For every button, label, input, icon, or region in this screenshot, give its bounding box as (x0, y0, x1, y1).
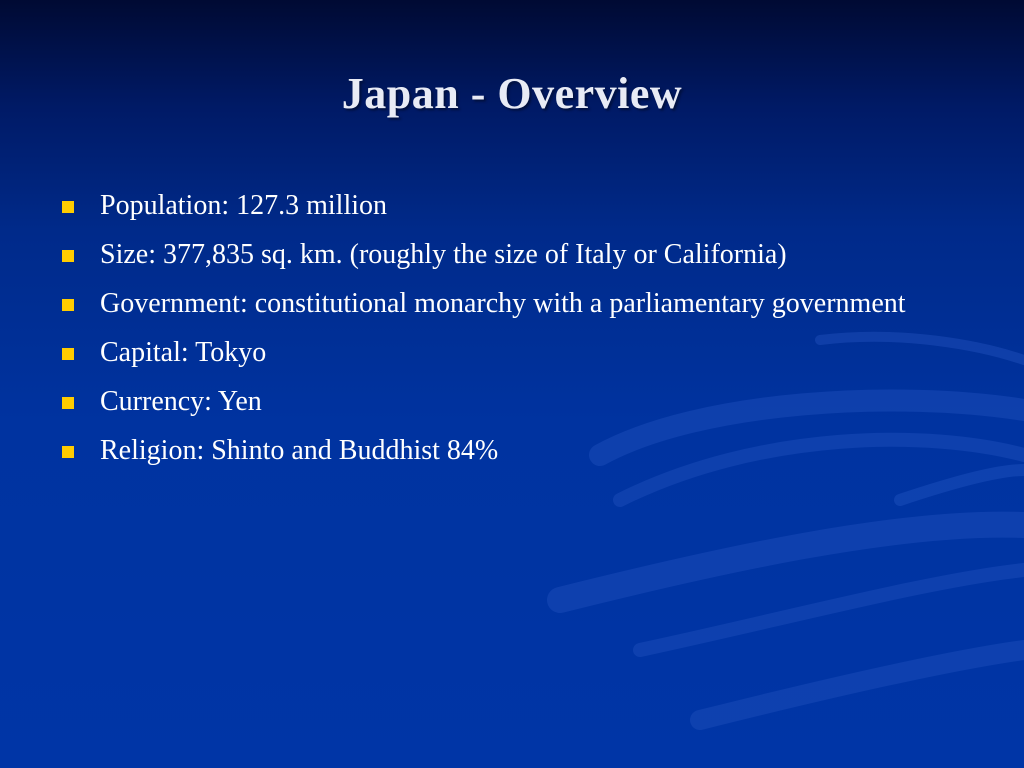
bullet-list (62, 186, 962, 480)
square-bullet-icon (62, 201, 74, 213)
list-item (62, 186, 962, 226)
square-bullet-icon (62, 397, 74, 409)
list-item (62, 284, 962, 324)
list-item (62, 431, 962, 471)
square-bullet-icon (62, 299, 74, 311)
list-item (62, 235, 962, 275)
list-item (62, 333, 962, 373)
list-item (62, 382, 962, 422)
bullet-text: Size: 377,835 sq. km. (roughly the size of Italy or California) (100, 239, 787, 270)
square-bullet-icon (62, 446, 74, 458)
bullet-text: Capital: Tokyo (100, 337, 267, 368)
bullet-text: Population: 127.3 million (100, 190, 388, 221)
bullet-text: Currency: Yen (100, 386, 262, 417)
slide-title: Japan - Overview (341, 69, 683, 118)
square-bullet-icon (62, 348, 74, 360)
bullet-text: Religion: Shinto and Buddhist 84% (100, 435, 499, 466)
bullet-text: Government: constitutional monarchy with a parliamentary government (100, 288, 906, 319)
square-bullet-icon (62, 250, 74, 262)
